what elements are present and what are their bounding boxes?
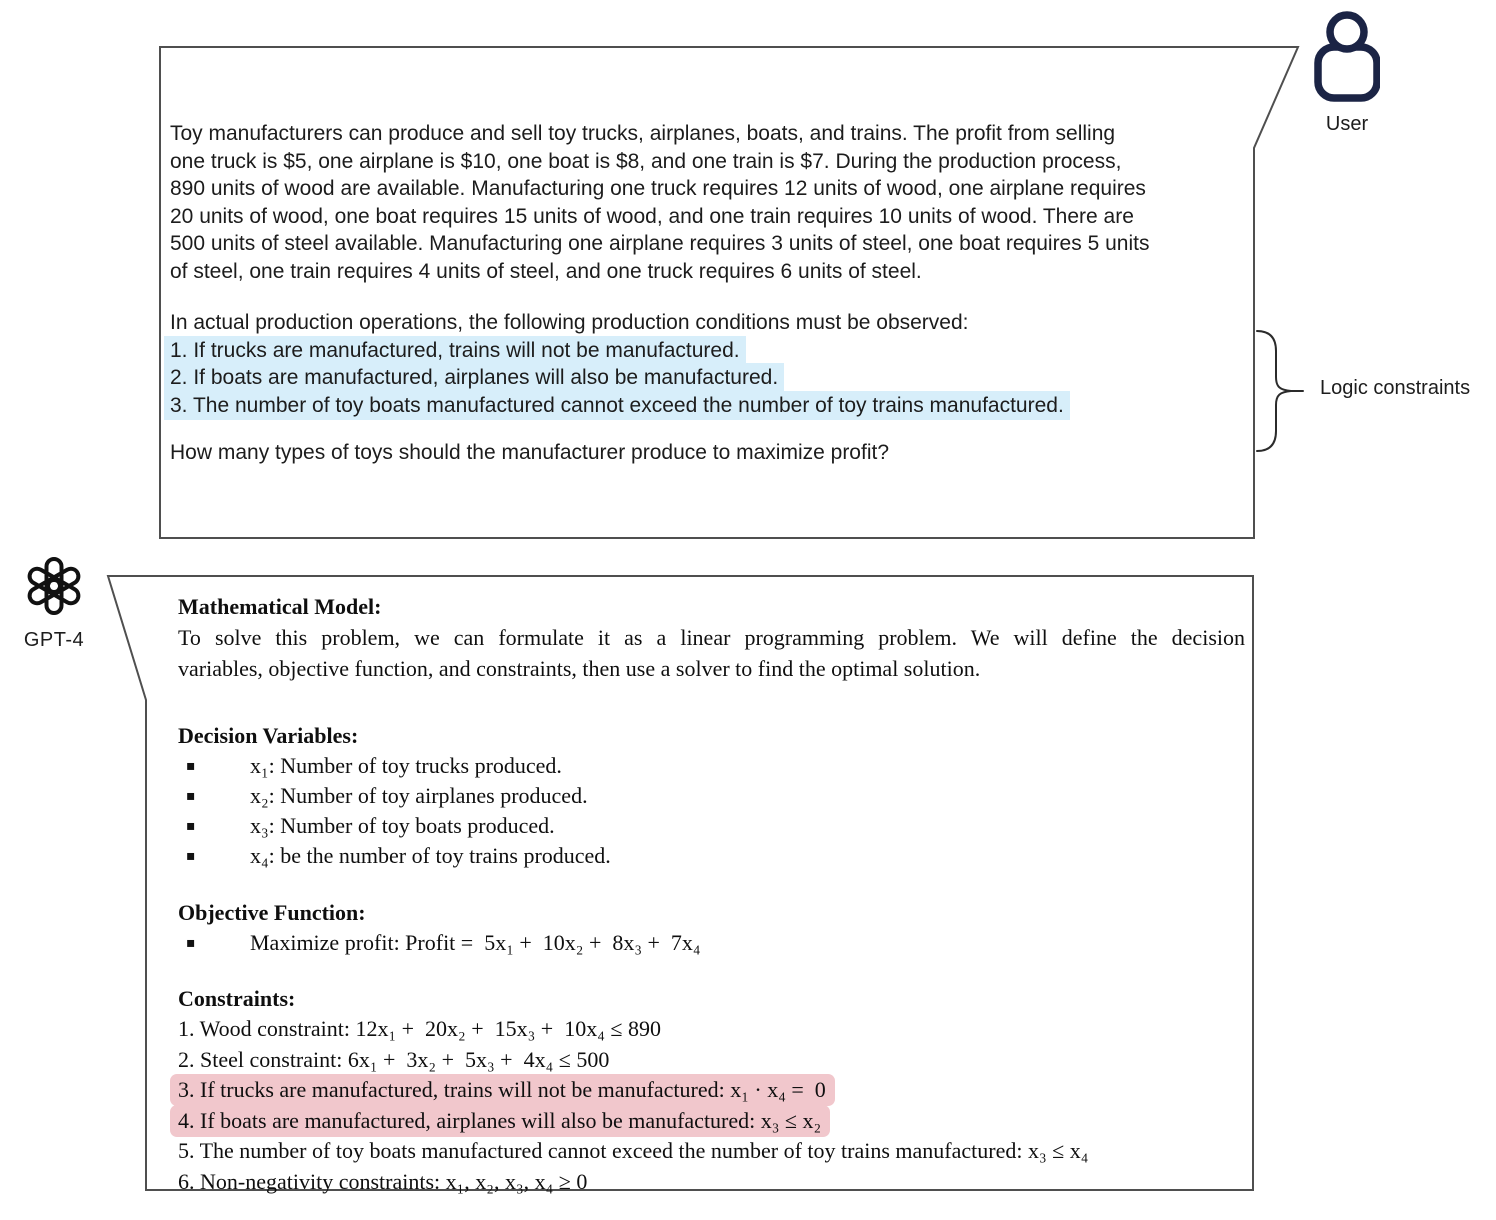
user-question: How many types of toys should the manufacturer produce to maximize profit? bbox=[170, 441, 890, 464]
square-bullet-icon: ▪ bbox=[186, 758, 196, 774]
user-avatar bbox=[1313, 10, 1381, 136]
decision-variable-text: x₁: Number of toy trucks produced. bbox=[250, 753, 562, 778]
objective-item bbox=[178, 928, 1245, 958]
conditions-intro: In actual production operations, the following production conditions must be observed: bbox=[170, 311, 969, 334]
spacer bbox=[170, 285, 1250, 309]
objective-function-heading: Objective Function: bbox=[178, 900, 366, 925]
constraints-heading: Constraints: bbox=[178, 986, 296, 1011]
decision-variable-text: x₄: be the number of toy trains produced. bbox=[250, 843, 611, 868]
logic-constraints-label: Logic constraints bbox=[1320, 377, 1471, 399]
decision-variable-item bbox=[178, 841, 1245, 871]
decision-variable-text: x₂: Number of toy airplanes produced. bbox=[250, 783, 588, 808]
highlighted-constraint: 3. If trucks are manufactured, trains will not be manufactured: x₁ · x₄ = 0 bbox=[170, 1074, 835, 1106]
decision-variable-item bbox=[178, 751, 1245, 781]
spacer bbox=[178, 871, 1245, 897]
gpt-avatar bbox=[14, 556, 94, 652]
decision-variable-item bbox=[178, 811, 1245, 841]
gpt-message bbox=[178, 591, 1245, 1197]
highlighted-condition: 2. If boats are manufactured, airplanes will also be manufactured. bbox=[164, 363, 784, 392]
objective-text: Maximize profit: Profit = 5x₁ + 10x₂ + 8x₃ + 7x₄ bbox=[250, 930, 701, 955]
constraint-line: 6. Non-negativity constraints: x₁, x₂, x₃, x₄ ≥ 0 bbox=[178, 1168, 588, 1194]
gpt-intro-line: variables, objective function, and constraints, then use a solver to find the optimal solution. bbox=[178, 656, 981, 681]
spacer bbox=[178, 958, 1245, 983]
constraint-line bbox=[178, 1075, 1245, 1106]
square-bullet-icon: ▪ bbox=[186, 935, 196, 951]
square-bullet-icon: ▪ bbox=[186, 788, 196, 804]
decision-variable-text: x₃: Number of toy boats produced. bbox=[250, 813, 555, 838]
user-paragraph-line: one truck is $5, one airplane is $10, one boat is $8, and one train is $7. During the production process, bbox=[170, 149, 1122, 173]
condition-line bbox=[170, 392, 1250, 420]
highlighted-condition: 3. The number of toy boats manufactured cannot exceed the number of toy trains manufactured. bbox=[164, 391, 1070, 420]
condition-line bbox=[170, 337, 1250, 365]
spacer bbox=[170, 419, 1250, 439]
highlighted-constraint: 4. If boats are manufactured, airplanes will also be manufactured: x₃ ≤ x₂ bbox=[170, 1105, 830, 1137]
logic-constraints-brace bbox=[1257, 331, 1303, 451]
constraint-line: 2. Steel constraint: 6x₁ + 3x₂ + 5x₃ + 4x₄ ≤ 500 bbox=[178, 1046, 610, 1072]
model-heading: Mathematical Model: bbox=[178, 594, 382, 619]
user-label: User bbox=[1325, 113, 1369, 135]
gpt-intro-line: To solve this problem, we can formulate it as a linear programming problem. We will define the decision bbox=[178, 625, 1245, 650]
constraint-line: 5. The number of toy boats manufactured cannot exceed the number of toy trains manufactured: x₃ ≤ x₄ bbox=[178, 1138, 1089, 1163]
openai-knot-icon bbox=[24, 556, 84, 616]
square-bullet-icon: ▪ bbox=[186, 848, 196, 864]
user-paragraph-line: Toy manufacturers can produce and sell toy trucks, airplanes, boats, and trains. The profit from selling bbox=[170, 122, 1116, 145]
decision-variable-item bbox=[178, 781, 1245, 811]
constraint-line: 1. Wood constraint: 12x₁ + 20x₂ + 15x₃ + 10x₄ ≤ 890 bbox=[178, 1016, 661, 1041]
gpt-label: GPT-4 bbox=[23, 629, 85, 651]
user-message bbox=[170, 120, 1250, 467]
user-paragraph-line: 890 units of wood are available. Manufacturing one truck requires 12 units of wood, one airplane requires bbox=[170, 177, 1146, 200]
highlighted-condition: 1. If trucks are manufactured, trains will not be manufactured. bbox=[164, 336, 746, 365]
user-paragraph-line: of steel, one train requires 4 units of steel, and one truck requires 6 units of steel. bbox=[170, 259, 922, 283]
condition-line bbox=[170, 364, 1250, 392]
person-outline-icon bbox=[1314, 10, 1380, 102]
user-paragraph-line: 20 units of wood, one boat requires 15 units of wood, and one train requires 10 units of wood. There are bbox=[170, 204, 1134, 228]
user-paragraph-line: 500 units of steel available. Manufacturing one airplane requires 3 units of steel, one boat requires 5 units bbox=[170, 232, 1150, 255]
constraint-line bbox=[178, 1106, 1245, 1137]
spacer bbox=[178, 684, 1245, 720]
square-bullet-icon: ▪ bbox=[186, 818, 196, 834]
decision-variables-heading: Decision Variables: bbox=[178, 723, 359, 748]
